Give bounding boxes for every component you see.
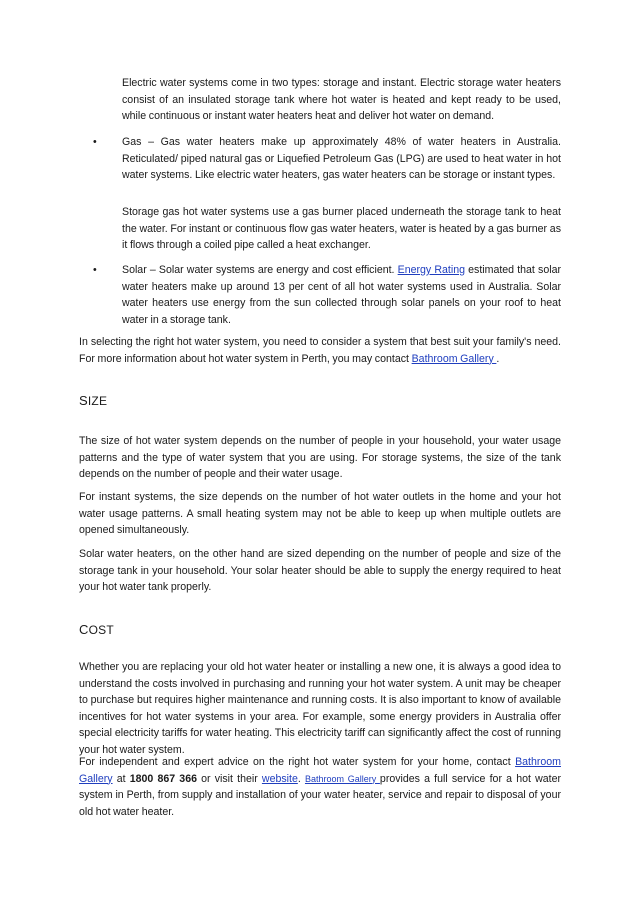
cost-heading-initial: C xyxy=(79,622,89,637)
size-heading xyxy=(79,393,107,408)
contact-text-5: provides a full service for a hot water system in Perth, from supply and installation of your water heater, service and repair to disposal of your old hot water heater. xyxy=(79,772,561,818)
cost-heading xyxy=(79,622,114,637)
gas-bullet: • xyxy=(93,136,97,148)
cost-paragraph: Whether you are replacing your old hot water heater or installing a new one, it is always a good idea to understand the costs involved in purchasing and running your hot water system. A unit may be cheaper to purchase but requires higher maintenance and running costs. It is also important to know of available incentives for hot water systems in your area. For example, some energy providers in Australia offer special electricity tariffs for water heating. This electricity tariff can significantly affect the cost of running your hot water system. xyxy=(79,661,561,756)
bathroom-gallery-small-link[interactable]: Bathroom Gallery xyxy=(304,773,380,784)
electric-paragraph: Electric water systems come in two types: storage and instant. Electric storage water heaters consist of an insulated storage tank where hot water is heated and kept ready to be used, while continuous or instant water heaters heat and deliver hot water on demand. xyxy=(122,77,561,123)
contact-text-1: For independent and expert advice on the right hot water system for your home, contact xyxy=(79,756,516,768)
solar-bullet: • xyxy=(93,264,97,276)
solar-paragraph xyxy=(122,262,561,328)
contact-paragraph xyxy=(79,754,561,820)
size-heading-rest: IZE xyxy=(87,394,108,408)
solar-text-end: estimated that solar water heaters make up around 13 per cent of all hot water systems used in Australia. Solar water heaters use energy from the sun collected through solar panels on your roof to heat water in a storage tank. xyxy=(122,264,561,326)
size-paragraph-2: For instant systems, the size depends on the number of hot water outlets in the home and your hot water usage patterns. A small heating system may not be able to keep up when multiple outlets are opened simultaneously. xyxy=(79,491,561,537)
gas-storage-paragraph: Storage gas hot water systems use a gas burner placed underneath the storage tank to heat the water. For instant or continuous flow gas water heaters, water is heated by a gas burner as it flows through a coiled pipe called a heat exchanger. xyxy=(122,206,561,252)
contact-text-2: at xyxy=(112,772,130,785)
contact-text-4: . xyxy=(297,772,305,785)
cost-heading-rest: OST xyxy=(88,623,114,637)
phone-number: 1800 867 366 xyxy=(129,772,197,785)
selecting-text: In selecting the right hot water system, you need to consider a system that best suit your family's need. For more information about hot water system in Perth, you may contact xyxy=(79,336,561,365)
bathroom-gallery-contact-link[interactable]: Bathroom Gallery xyxy=(79,756,561,785)
solar-text-start: Solar – Solar water systems are energy and cost efficient. xyxy=(122,264,398,276)
selecting-text-end: . xyxy=(496,352,500,365)
size-heading-initial: S xyxy=(79,393,88,408)
energy-rating-link[interactable]: Energy Rating xyxy=(397,264,465,276)
size-paragraph-1: The size of hot water system depends on the number of people in your household, your water usage patterns and the type of water system that you are using. For storage systems, the size of the tank depends on the number of people and their water usage. xyxy=(79,435,561,481)
contact-text-3: or visit their xyxy=(196,772,262,785)
gas-paragraph: Gas – Gas water heaters make up approximately 48% of water heaters in Australia. Reticulated/ piped natural gas or Liquefied Petroleum Gas (LPG) are used to heat water in hot water systems. Like electric water heaters, gas water heaters can be storage or instant types. xyxy=(122,136,561,182)
website-link[interactable]: website xyxy=(261,772,298,785)
selecting-paragraph xyxy=(79,334,561,367)
bathroom-gallery-link[interactable]: Bathroom Gallery xyxy=(411,352,497,365)
size-paragraph-3: Solar water heaters, on the other hand are sized depending on the number of people and size of the storage tank in your household. Your solar heater should be able to supply the energy required to heat your hot water tank properly. xyxy=(79,548,561,594)
